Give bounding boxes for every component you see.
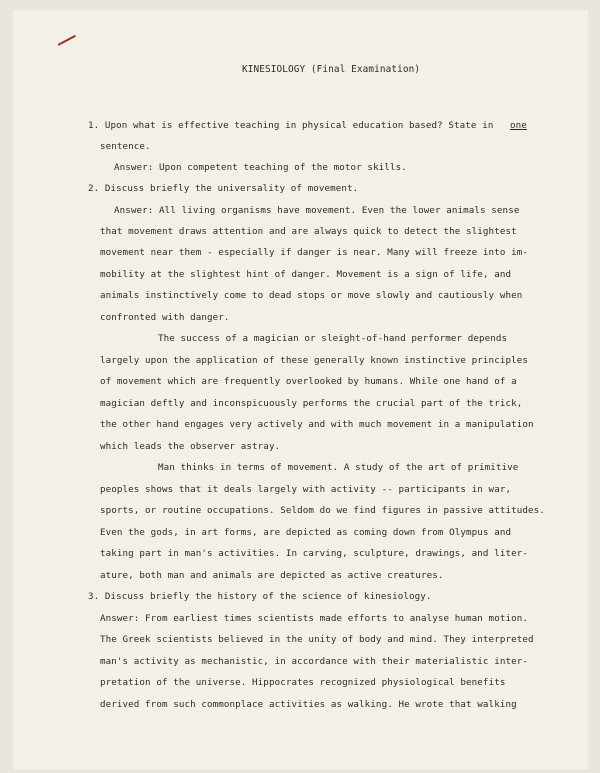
answer-3-line: pretation of the universe. Hippocrates recognized physiological benefits bbox=[100, 677, 506, 688]
question-1-text: 1. Upon what is effective teaching in physical education based? State in bbox=[88, 120, 494, 131]
primitive-art-paragraph-line: Even the gods, in art forms, are depicted as coming down from Olympus and bbox=[100, 527, 512, 538]
answer-2-line: animals instinctively come to dead stops or move slowly and cautiously when bbox=[100, 290, 523, 301]
answer-2-line: mobility at the slightest hint of danger. Movement is a sign of life, and bbox=[100, 269, 512, 280]
magician-paragraph-line: magician deftly and inconspicuously performs the crucial part of the trick, bbox=[100, 398, 523, 409]
magician-paragraph-line: which leads the observer astray. bbox=[100, 441, 281, 452]
answer-1: Answer: Upon competent teaching of the motor skills. bbox=[114, 162, 407, 173]
magician-paragraph-line: the other hand engages very actively and with much movement in a manipulation bbox=[100, 419, 534, 430]
answer-2-line: movement near them - especially if danger is near. Many will freeze into im- bbox=[100, 247, 528, 258]
question-3-text: 3. Discuss briefly the history of the science of kinesiology. bbox=[88, 591, 432, 602]
answer-2-line: that movement draws attention and are always quick to detect the slightest bbox=[100, 226, 517, 237]
magician-paragraph-line: of movement which are frequently overlooked by humans. While one hand of a bbox=[100, 376, 517, 387]
answer-2-line: confronted with danger. bbox=[100, 312, 230, 323]
red-pencil-mark bbox=[58, 35, 77, 46]
primitive-art-paragraph-line: Man thinks in terms of movement. A study of the art of primitive bbox=[158, 462, 519, 473]
primitive-art-paragraph-line: sports, or routine occupations. Seldom do we find figures in passive attitudes. bbox=[100, 505, 545, 516]
document-title: KINESIOLOGY (Final Examination) bbox=[242, 64, 421, 75]
question-2-text: 2. Discuss briefly the universality of movement. bbox=[88, 183, 359, 194]
answer-2-line: Answer: All living organisms have movement. Even the lower animals sense bbox=[114, 205, 520, 216]
answer-3-line: man's activity as mechanistic, in accordance with their materialistic inter- bbox=[100, 656, 528, 667]
question-1-underlined-word: one bbox=[510, 120, 527, 131]
document-page bbox=[12, 10, 589, 770]
primitive-art-paragraph-line: ature, both man and animals are depicted as active creatures. bbox=[100, 570, 444, 581]
primitive-art-paragraph-line: peoples shows that it deals largely with activity -- participants in war, bbox=[100, 484, 512, 495]
answer-3-line: derived from such commonplace activities as walking. He wrote that walking bbox=[100, 699, 517, 710]
magician-paragraph-line: largely upon the application of these generally known instinctive principles bbox=[100, 355, 528, 366]
primitive-art-paragraph-line: taking part in man's activities. In carving, sculpture, drawings, and liter- bbox=[100, 548, 528, 559]
magician-paragraph-line: The success of a magician or sleight-of-hand performer depends bbox=[158, 333, 508, 344]
answer-3-line: Answer: From earliest times scientists made efforts to analyse human motion. bbox=[100, 613, 528, 624]
question-1-continuation: sentence. bbox=[100, 141, 151, 152]
answer-3-line: The Greek scientists believed in the unity of body and mind. They interpreted bbox=[100, 634, 534, 645]
